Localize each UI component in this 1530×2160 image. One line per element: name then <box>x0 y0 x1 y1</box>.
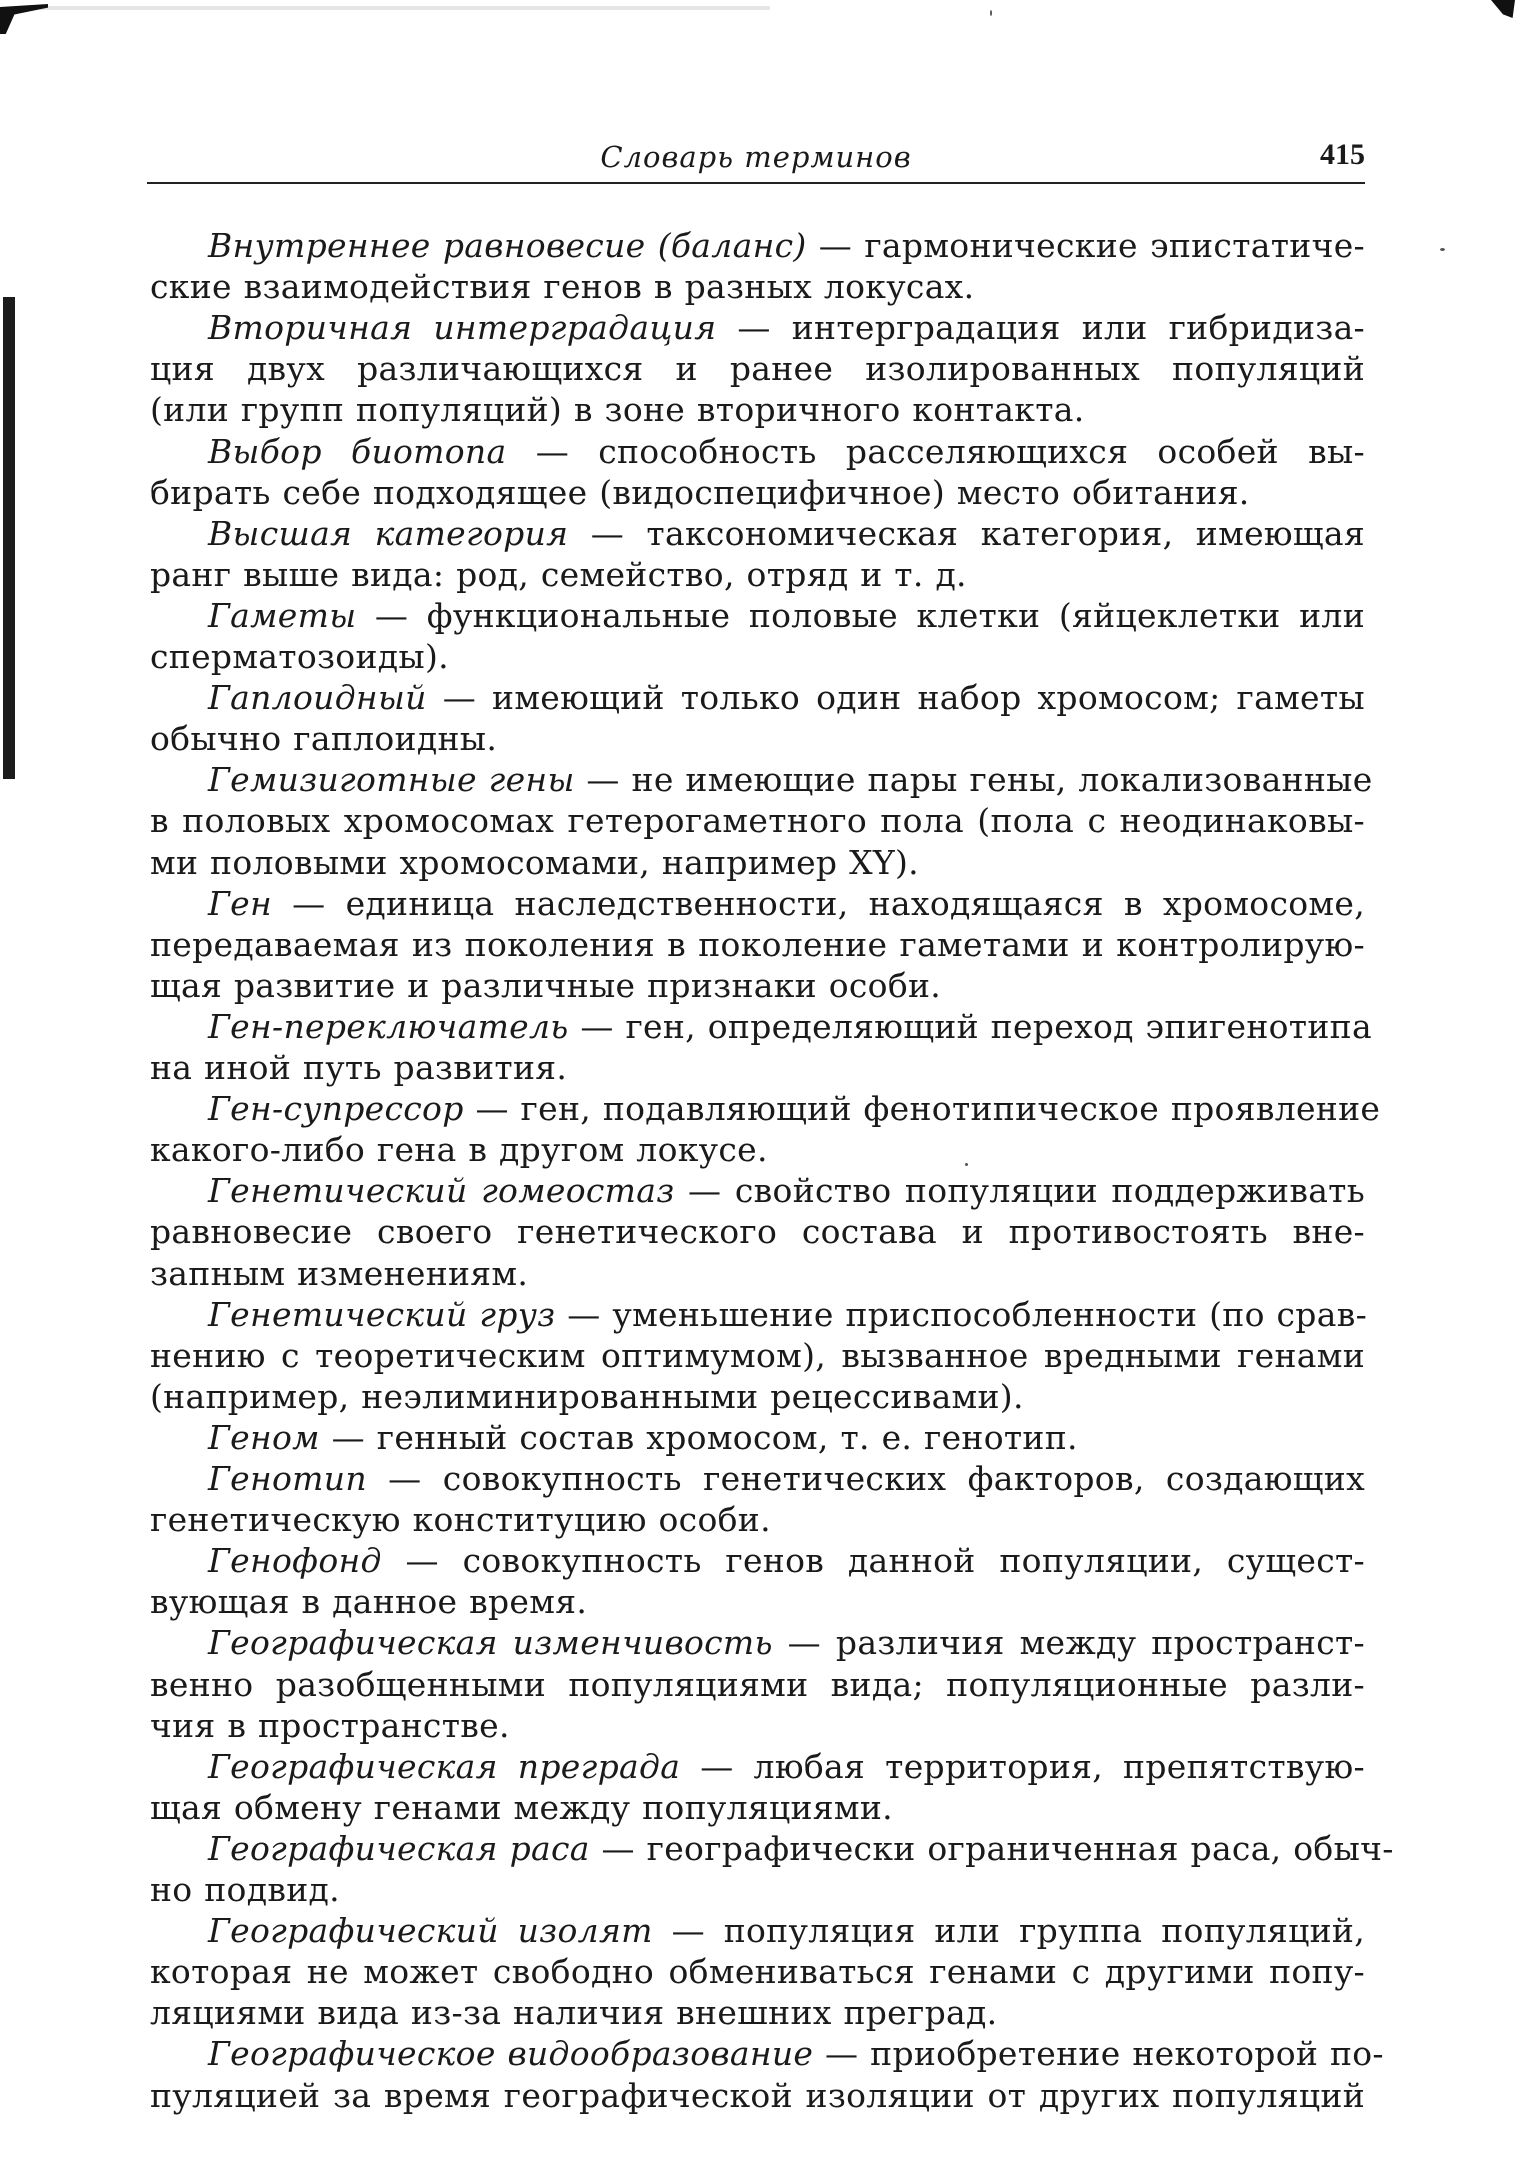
entry-term: Вторичная интерградация <box>208 308 717 348</box>
entry-definition-text: запным изменениям. <box>150 1253 529 1293</box>
entry-definition-text: (или групп популяций) в зоне вторичного контакта. <box>150 390 1085 430</box>
entry-first-line <box>208 2033 1384 2074</box>
entry-line <box>150 924 1365 965</box>
entry-definition-text: ция двух различающихся и ранее изолированных популяций <box>150 349 1365 389</box>
entry-line <box>150 842 1365 883</box>
entry-definition-text: — совокупность генов данной популяции, сущест- <box>381 1541 1365 1581</box>
entry-term: Географическая преграда <box>208 1746 681 1786</box>
entry-first-line <box>208 225 1365 266</box>
entry-line <box>150 1951 1365 1992</box>
entry-definition-text: — единица наследственности, находящаяся в хромосоме, <box>272 883 1365 923</box>
entry-definition-text: — функциональные половые клетки (яйцеклетки или <box>356 595 1365 635</box>
entry-first-line <box>208 1622 1365 1663</box>
entry-definition-text: бирать себе подходящее (видоспецифичное) место обитания. <box>150 472 1250 512</box>
entry-first-line <box>208 1540 1365 1581</box>
entry-line <box>150 718 1365 759</box>
entry-definition-text: но подвид. <box>150 1870 340 1909</box>
entry-line <box>150 1253 1365 1294</box>
entry-line <box>150 636 1365 677</box>
entry-term: Выбор биотопа <box>208 431 507 471</box>
entry-definition-text: нению с теоретическим оптимумом), вызванное вредными генами <box>150 1335 1365 1375</box>
entry-line <box>150 389 1365 430</box>
entry-term: Генетический гомеостаз <box>208 1171 675 1211</box>
entry-definition-text: (например, неэлиминированными рецессивами). <box>150 1376 1024 1416</box>
entry-term: Гаплоидный <box>208 678 427 718</box>
entry-definition-text: равновесие своего генетического состава и противостоять вне- <box>150 1212 1365 1252</box>
entry-term: Ген-супрессор <box>208 1089 464 1129</box>
page-number: 415 <box>1320 138 1365 171</box>
entry-definition-text: — популяция или группа популяций, <box>652 1911 1365 1951</box>
entry-line <box>150 965 1365 1006</box>
entry-term: Внутреннее равновесие (баланс) <box>208 226 807 265</box>
entry-definition-text: на иной путь развития. <box>150 1048 568 1087</box>
entry-line <box>150 1047 1365 1088</box>
entry-definition-text: — гармонические эпистатиче- <box>806 226 1365 265</box>
entry-definition-text: обычно гаплоидны. <box>150 719 498 759</box>
entry-definition-text: какого-либо гена в другом локусе. <box>150 1130 768 1170</box>
entry-line <box>150 1664 1365 1705</box>
entry-first-line <box>208 1458 1365 1499</box>
entry-first-line <box>208 677 1365 718</box>
entry-term: Ген-переключатель <box>208 1006 569 1046</box>
scan-speck <box>990 10 992 16</box>
entry-definition-text: — способность расселяющихся особей вы- <box>506 431 1365 471</box>
entry-definition-text: чия в пространстве. <box>150 1705 510 1745</box>
entry-term: Географическое видообразование <box>208 2034 814 2074</box>
entry-term: Географический изолят <box>208 1911 653 1951</box>
entry-term: Гаметы <box>208 595 357 635</box>
entry-definition-text: — таксономическая категория, имеющая <box>568 513 1365 553</box>
entry-first-line <box>208 1910 1365 1951</box>
entry-first-line <box>208 1294 1368 1335</box>
entry-definition-text: венно разобщенными популяциями вида; популяционные разли- <box>150 1664 1365 1704</box>
entry-definition-text: — любая территория, препятствую- <box>680 1746 1365 1786</box>
entry-definition-text: ляциями вида из-за наличия внешних преград. <box>150 1993 998 2033</box>
entry-definition-text: передаваемая из поколения в поколение гаметами и контролирую- <box>150 924 1365 964</box>
entry-term: Гемизиготные гены <box>208 760 575 800</box>
entry-line <box>150 1376 1365 1417</box>
entry-first-line <box>208 595 1365 636</box>
entry-line <box>150 554 1365 595</box>
entry-line <box>150 1129 1365 1170</box>
entry-line <box>150 1335 1365 1376</box>
entry-first-line <box>208 1828 1394 1869</box>
scan-speck <box>1440 248 1445 251</box>
entry-definition-text: в половых хромосомах гетерогаметного пола (пола с неодинаковы- <box>150 801 1365 841</box>
entry-first-line <box>208 1417 1365 1458</box>
entry-first-line <box>208 513 1365 554</box>
entry-definition-text: — географически ограниченная раса, обыч- <box>589 1828 1394 1868</box>
entry-first-line <box>208 1746 1365 1787</box>
entry-line <box>150 1705 1365 1746</box>
entry-line <box>150 1869 1365 1910</box>
entry-definition-text: — генный состав хромосом, т. е. генотип. <box>319 1417 1078 1457</box>
entry-first-line <box>208 1006 1372 1047</box>
entry-line <box>150 1787 1365 1828</box>
entry-line <box>150 1211 1365 1252</box>
entry-definition-text: — ген, определяющий переход эпигенотипа <box>568 1006 1372 1046</box>
entry-line <box>150 348 1365 389</box>
entry-definition-text: генетическую конституцию особи. <box>150 1500 771 1540</box>
entry-definition-text: — имеющий только один набор хромосом; гаметы <box>426 678 1365 718</box>
entry-first-line <box>208 1088 1381 1129</box>
entry-line <box>150 1992 1365 2033</box>
entry-definition-text: — приобретение некоторой по- <box>813 2034 1384 2074</box>
entry-term: Географическая раса <box>208 1828 590 1868</box>
entry-line <box>150 1581 1365 1622</box>
entry-line <box>150 1499 1365 1540</box>
running-title: Словарь терминов <box>600 140 912 174</box>
entry-definition-text: ми половыми хромосомами, например XY). <box>150 842 919 882</box>
entry-first-line <box>208 759 1373 800</box>
entry-line <box>150 266 1365 307</box>
entry-definition-text: — интерградация или гибридиза- <box>716 308 1365 348</box>
entry-definition-text: — различия между пространст- <box>772 1623 1365 1663</box>
entry-line <box>150 2075 1365 2116</box>
entry-definition-text: — свойство популяции поддерживать <box>674 1171 1365 1211</box>
entry-definition-text: — не имеющие пары гены, локализованные <box>574 760 1373 800</box>
entry-term: Геном <box>208 1417 320 1457</box>
entry-line <box>150 800 1365 841</box>
entry-definition-text: которая не может свободно обмениваться генами с другими попу- <box>150 1952 1365 1992</box>
entry-definition-text: — совокупность генетических факторов, создающих <box>366 1459 1365 1498</box>
entry-term: Генофонд <box>208 1541 382 1581</box>
entry-definition-text: ранг выше вида: род, семейство, отряд и т. д. <box>150 554 967 594</box>
entry-first-line <box>208 1170 1365 1211</box>
entry-first-line <box>208 883 1365 924</box>
entry-definition-text: щая обмену генами между популяциями. <box>150 1787 893 1827</box>
entry-first-line <box>208 307 1365 348</box>
scan-speck <box>965 1163 968 1166</box>
entry-definition-text: ские взаимодействия генов в разных локусах. <box>150 267 975 307</box>
entry-term: Генотип <box>208 1459 367 1498</box>
entry-definition-text: сперматозоиды). <box>150 637 449 676</box>
entry-definition-text: щая развитие и различные признаки особи. <box>150 965 942 1005</box>
entry-term: Географическая изменчивость <box>208 1623 773 1663</box>
entry-line <box>150 472 1365 513</box>
entry-term: Высшая категория <box>208 513 569 553</box>
entry-definition-text: — уменьшение приспособленности (по срав- <box>555 1294 1368 1334</box>
entry-first-line <box>208 431 1365 472</box>
entry-definition-text: пуляцией за время географической изоляции от других популяций <box>150 2075 1365 2115</box>
entry-term: Генетический груз <box>208 1294 556 1334</box>
entry-definition-text: — ген, подавляющий фенотипическое проявление <box>463 1089 1381 1129</box>
entry-definition-text: вующая в данное время. <box>150 1582 588 1622</box>
entry-term: Ген <box>208 883 273 923</box>
